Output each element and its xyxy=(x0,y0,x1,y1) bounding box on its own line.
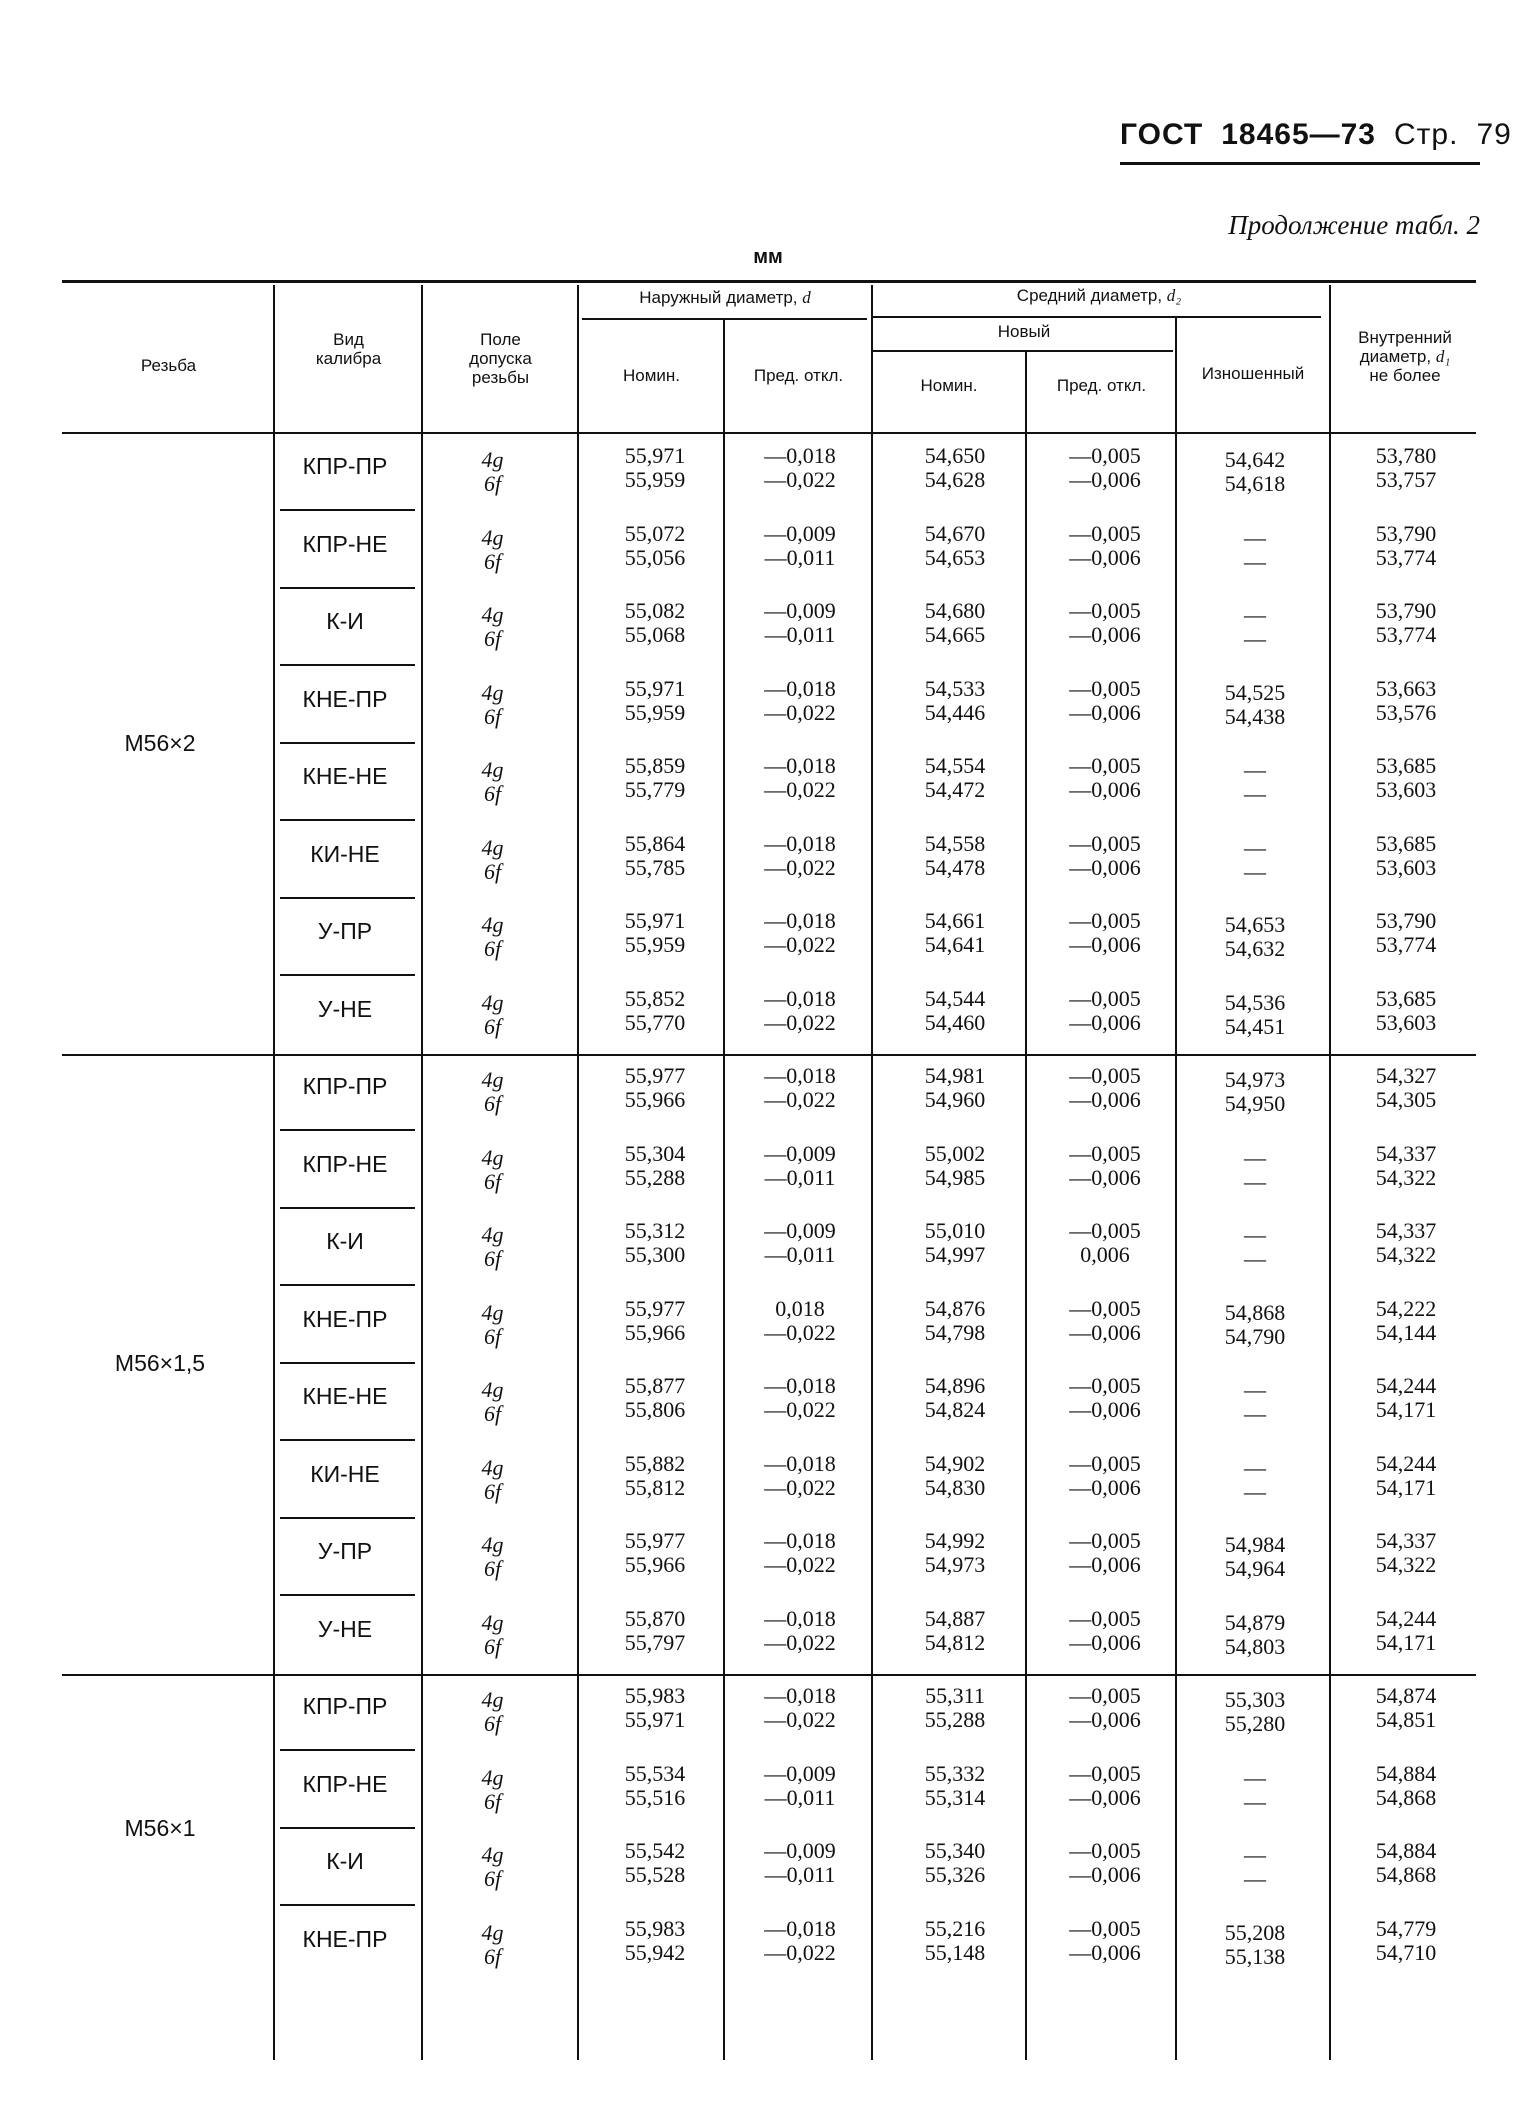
outer-nom-cell: 55,312 55,300 xyxy=(624,1218,686,1267)
outer-dev-cell: —0,018 —0,022 xyxy=(764,1915,836,1965)
inner-cell: 54,244 54,171 xyxy=(1375,1605,1437,1655)
inner-cell: 54,222 54,144 xyxy=(1375,1295,1437,1345)
inner-cell: 53,790 53,774 xyxy=(1375,908,1437,957)
tolerance-cell: 4g 6f xyxy=(481,1222,504,1271)
worn-cell: 54,653 54,632 xyxy=(1224,912,1286,961)
inner-cell: 53,790 53,774 xyxy=(1375,520,1437,570)
worn-cell: 54,973 54,950 xyxy=(1224,1067,1286,1116)
inner-cell: 53,790 53,774 xyxy=(1375,598,1437,647)
tolerance-cell: 4g 6f xyxy=(481,834,504,884)
pitch-nom-cell: 54,661 54,641 xyxy=(924,908,986,957)
gauge-type-cell: КНЕ-ПР xyxy=(302,1925,388,1952)
table-row xyxy=(0,434,1514,511)
tolerance-cell: 4g 6f xyxy=(481,1144,504,1194)
inner-cell: 53,780 53,757 xyxy=(1375,443,1437,492)
gauge-type-cell: КНЕ-НЕ xyxy=(302,763,388,789)
table-row xyxy=(0,822,1514,899)
pitch-dev-cell: —0,005 —0,006 xyxy=(1069,1063,1141,1112)
worn-cell: 54,868 54,790 xyxy=(1224,1299,1286,1349)
outer-dev-cell: —0,009 —0,011 xyxy=(764,598,836,647)
outer-nom-cell: 55,882 55,812 xyxy=(624,1450,686,1500)
worn-cell: — — xyxy=(1244,602,1266,651)
page-number: 79 xyxy=(1476,118,1512,151)
inner-cell: 54,244 54,171 xyxy=(1375,1450,1437,1500)
worn-cell: — — xyxy=(1244,1842,1266,1891)
pitch-dev-cell: —0,005 —0,006 xyxy=(1069,1838,1141,1887)
pitch-dev-cell: —0,005 —0,006 xyxy=(1069,1373,1141,1422)
tolerance-cell: 4g 6f xyxy=(481,1377,504,1426)
pitch-nom-cell: 54,902 54,830 xyxy=(924,1450,986,1500)
outer-nom-cell: 55,304 55,288 xyxy=(624,1140,686,1190)
tolerance-cell: 4g 6f xyxy=(481,447,504,496)
tolerance-cell: 4g 6f xyxy=(481,757,504,806)
outer-nom-cell: 55,534 55,516 xyxy=(624,1760,686,1810)
inner-cell: 53,663 53,576 xyxy=(1375,675,1437,725)
inner-cell: 53,685 53,603 xyxy=(1375,985,1437,1035)
outer-nom-cell: 55,971 55,959 xyxy=(624,443,686,492)
col-pitch-group: Средний диаметр, d₂ xyxy=(1016,286,1182,305)
table-row xyxy=(0,1519,1514,1596)
tolerance-cell: 4g 6f xyxy=(481,1067,504,1116)
table-row xyxy=(0,1907,1514,1984)
outer-nom-cell: 55,983 55,942 xyxy=(624,1915,686,1965)
table-row xyxy=(0,899,1514,976)
page-label: Стр. xyxy=(1394,118,1459,151)
worn-cell: — — xyxy=(1244,1454,1266,1504)
pitch-nom-cell: 54,558 54,478 xyxy=(924,830,986,880)
inner-cell: 53,685 53,603 xyxy=(1375,830,1437,880)
pitch-group-rule xyxy=(873,316,1321,318)
gauge-type-cell: КИ-НЕ xyxy=(310,1460,380,1487)
gauge-type-cell: КПР-НЕ xyxy=(302,1770,388,1797)
outer-dev-cell: —0,009 —0,011 xyxy=(764,1838,836,1887)
pitch-dev-cell: —0,005 —0,006 xyxy=(1069,830,1141,880)
outer-dev-cell: —0,018 —0,022 xyxy=(764,1683,836,1732)
standard-label: ГОСТ xyxy=(1120,118,1204,151)
thread-size-label: М56×1,5 xyxy=(114,1350,206,1376)
pitch-nom-cell: 54,680 54,665 xyxy=(924,598,986,647)
outer-dev-cell: —0,009 —0,011 xyxy=(764,1140,836,1190)
outer-dev-cell: —0,009 —0,011 xyxy=(764,1760,836,1810)
inner-cell: 54,337 54,322 xyxy=(1375,1140,1437,1190)
gauge-type-cell: КНЕ-ПР xyxy=(302,685,388,712)
table-row xyxy=(0,1054,1514,1131)
pitch-nom-cell: 54,992 54,973 xyxy=(924,1528,986,1577)
col-thread: Резьба xyxy=(140,356,197,375)
pitch-nom-cell: 54,876 54,798 xyxy=(924,1295,986,1345)
worn-cell: 54,879 54,803 xyxy=(1224,1609,1286,1659)
pitch-nom-cell: 54,896 54,824 xyxy=(924,1373,986,1422)
tolerance-cell: 4g 6f xyxy=(481,1764,504,1814)
outer-dev-cell: —0,018 —0,022 xyxy=(764,675,836,725)
gauge-type-cell: КПР-НЕ xyxy=(302,530,388,557)
outer-dev-cell: —0,018 —0,022 xyxy=(764,1063,836,1112)
col-new-nom: Номин. xyxy=(920,376,978,395)
worn-cell: 54,642 54,618 xyxy=(1224,447,1286,496)
worn-cell: 55,208 55,138 xyxy=(1224,1919,1286,1969)
gauge-type-cell: КНЕ-ПР xyxy=(302,1305,388,1332)
pitch-dev-cell: —0,005 —0,006 xyxy=(1069,520,1141,570)
pitch-nom-cell: 55,010 54,997 xyxy=(924,1218,986,1267)
worn-cell: 55,303 55,280 xyxy=(1224,1687,1286,1736)
worn-cell: — — xyxy=(1244,757,1266,806)
outer-dev-cell: —0,018 —0,022 xyxy=(764,830,836,880)
table-row xyxy=(0,1597,1514,1674)
pitch-nom-cell: 54,533 54,446 xyxy=(924,675,986,725)
tolerance-cell: 4g 6f xyxy=(481,602,504,651)
pitch-dev-cell: —0,005 —0,006 xyxy=(1069,675,1141,725)
col-outer-nom: Номин. xyxy=(622,366,681,385)
table-row xyxy=(0,1674,1514,1751)
outer-dev-cell: —0,018 —0,022 xyxy=(764,443,836,492)
outer-nom-cell: 55,852 55,770 xyxy=(624,985,686,1035)
outer-nom-cell: 55,542 55,528 xyxy=(624,1838,686,1887)
col-inner: Внутренний диаметр, d₁ не более xyxy=(1358,328,1452,385)
outer-dev-cell: —0,018 —0,022 xyxy=(764,1528,836,1577)
col-new-group: Новый xyxy=(997,322,1051,341)
outer-dev-cell: —0,018 —0,022 xyxy=(764,985,836,1035)
pitch-dev-cell: —0,005 —0,006 xyxy=(1069,598,1141,647)
pitch-dev-cell: —0,005 —0,006 xyxy=(1069,1450,1141,1500)
pitch-dev-cell: —0,005 —0,006 xyxy=(1069,1295,1141,1345)
col-outer-dev: Пред. откл. xyxy=(753,366,844,385)
unit-label: мм xyxy=(753,246,783,268)
pitch-dev-cell: —0,005 0,006 xyxy=(1069,1218,1141,1267)
col-tolerance: Поле допуска резьбы xyxy=(469,330,532,387)
thread-size-label: М56×1 xyxy=(124,1815,196,1841)
gauge-type-cell: У-ПР xyxy=(317,918,373,944)
outer-dev-cell: —0,018 —0,022 xyxy=(764,1605,836,1655)
pitch-nom-cell: 55,332 55,314 xyxy=(924,1760,986,1810)
outer-nom-cell: 55,859 55,779 xyxy=(624,753,686,802)
gauge-type-cell: У-НЕ xyxy=(317,995,373,1022)
pitch-dev-cell: —0,005 —0,006 xyxy=(1069,1683,1141,1732)
gauge-type-cell: КИ-НЕ xyxy=(310,840,380,867)
gauge-type-cell: К-И xyxy=(326,608,364,634)
worn-cell: — — xyxy=(1244,834,1266,884)
col-gauge: Вид калибра xyxy=(315,330,382,368)
inner-cell: 54,884 54,868 xyxy=(1375,1838,1437,1887)
outer-nom-cell: 55,983 55,971 xyxy=(624,1683,686,1732)
outer-nom-cell: 55,977 55,966 xyxy=(624,1295,686,1345)
table-row xyxy=(0,1442,1514,1519)
pitch-nom-cell: 54,981 54,960 xyxy=(924,1063,986,1112)
pitch-nom-cell: 54,554 54,472 xyxy=(924,753,986,802)
worn-cell: — — xyxy=(1244,524,1266,574)
worn-cell: — — xyxy=(1244,1764,1266,1814)
gauge-type-cell: КПР-ПР xyxy=(302,1693,388,1719)
pitch-dev-cell: —0,005 —0,006 xyxy=(1069,443,1141,492)
inner-cell: 54,337 54,322 xyxy=(1375,1528,1437,1577)
table-row xyxy=(0,589,1514,666)
tolerance-cell: 4g 6f xyxy=(481,1454,504,1504)
outer-nom-cell: 55,971 55,959 xyxy=(624,908,686,957)
table-row xyxy=(0,512,1514,589)
inner-cell: 54,327 54,305 xyxy=(1375,1063,1437,1112)
pitch-dev-cell: —0,005 —0,006 xyxy=(1069,985,1141,1035)
outer-dev-cell: —0,009 —0,011 xyxy=(764,1218,836,1267)
inner-cell: 54,244 54,171 xyxy=(1375,1373,1437,1422)
tolerance-cell: 4g 6f xyxy=(481,989,504,1039)
outer-nom-cell: 55,977 55,966 xyxy=(624,1528,686,1577)
pitch-nom-cell: 54,670 54,653 xyxy=(924,520,986,570)
outer-nom-cell: 55,877 55,806 xyxy=(624,1373,686,1422)
page-header xyxy=(1120,118,1512,165)
pitch-dev-cell: —0,005 —0,006 xyxy=(1069,1915,1141,1965)
worn-cell: — — xyxy=(1244,1222,1266,1271)
tolerance-cell: 4g 6f xyxy=(481,1919,504,1969)
tolerance-cell: 4g 6f xyxy=(481,1609,504,1659)
worn-cell: — — xyxy=(1244,1377,1266,1426)
pitch-nom-cell: 54,887 54,812 xyxy=(924,1605,986,1655)
outer-nom-cell: 55,864 55,785 xyxy=(624,830,686,880)
inner-cell: 54,779 54,710 xyxy=(1375,1915,1437,1965)
outer-nom-cell: 55,977 55,966 xyxy=(624,1063,686,1112)
outer-dev-cell: —0,018 —0,022 xyxy=(764,753,836,802)
gauge-type-cell: КПР-ПР xyxy=(302,1073,388,1099)
pitch-dev-cell: —0,005 —0,006 xyxy=(1069,753,1141,802)
table-row xyxy=(0,1209,1514,1286)
gauge-type-cell: КНЕ-НЕ xyxy=(302,1383,388,1409)
tolerance-cell: 4g 6f xyxy=(481,1687,504,1736)
outer-nom-cell: 55,971 55,959 xyxy=(624,675,686,725)
outer-dev-cell: —0,018 —0,022 xyxy=(764,1450,836,1500)
tolerance-cell: 4g 6f xyxy=(481,679,504,729)
col-outer-group: Наружный диаметр, d xyxy=(639,288,811,307)
thread-size-label: М56×2 xyxy=(124,730,196,756)
gauge-type-cell: КПР-ПР xyxy=(302,453,388,479)
outer-dev-cell: 0,018 —0,022 xyxy=(764,1295,836,1345)
gauge-type-cell: У-НЕ xyxy=(317,1615,373,1642)
tolerance-cell: 4g 6f xyxy=(481,912,504,961)
tolerance-cell: 4g 6f xyxy=(481,1842,504,1891)
table-row xyxy=(0,977,1514,1054)
outer-dev-cell: —0,018 —0,022 xyxy=(764,908,836,957)
tolerance-cell: 4g 6f xyxy=(481,1532,504,1581)
worn-cell: 54,536 54,451 xyxy=(1224,989,1286,1039)
pitch-nom-cell: 55,340 55,326 xyxy=(924,1838,986,1887)
col-worn: Изношенный xyxy=(1201,364,1305,383)
inner-cell: 53,685 53,603 xyxy=(1375,753,1437,802)
pitch-nom-cell: 55,311 55,288 xyxy=(924,1683,986,1732)
pitch-nom-cell: 54,544 54,460 xyxy=(924,985,986,1035)
pitch-nom-cell: 55,002 54,985 xyxy=(924,1140,986,1190)
worn-cell: — — xyxy=(1244,1144,1266,1194)
pitch-dev-cell: —0,005 —0,006 xyxy=(1069,1605,1141,1655)
pitch-dev-cell: —0,005 —0,006 xyxy=(1069,908,1141,957)
pitch-nom-cell: 54,650 54,628 xyxy=(924,443,986,492)
gauge-type-cell: У-ПР xyxy=(317,1538,373,1564)
tolerance-cell: 4g 6f xyxy=(481,1299,504,1349)
standard-number: 18465—73 xyxy=(1221,118,1376,151)
worn-cell: 54,984 54,964 xyxy=(1224,1532,1286,1581)
pitch-dev-cell: —0,005 —0,006 xyxy=(1069,1140,1141,1190)
pitch-dev-cell: —0,005 —0,006 xyxy=(1069,1528,1141,1577)
table-top-rule xyxy=(62,280,1476,283)
gauge-type-cell: КПР-НЕ xyxy=(302,1150,388,1177)
gauge-type-cell: К-И xyxy=(326,1228,364,1254)
gauge-type-cell: К-И xyxy=(326,1848,364,1874)
pitch-nom-cell: 55,216 55,148 xyxy=(924,1915,986,1965)
pitch-dev-cell: —0,005 —0,006 xyxy=(1069,1760,1141,1810)
outer-nom-cell: 55,870 55,797 xyxy=(624,1605,686,1655)
outer-nom-cell: 55,082 55,068 xyxy=(624,598,686,647)
table-row xyxy=(0,1132,1514,1209)
inner-cell: 54,884 54,868 xyxy=(1375,1760,1437,1810)
col-new-dev: Пред. откл. xyxy=(1056,376,1147,395)
inner-cell: 54,874 54,851 xyxy=(1375,1683,1437,1732)
tolerance-cell: 4g 6f xyxy=(481,524,504,574)
outer-dev-cell: —0,018 —0,022 xyxy=(764,1373,836,1422)
worn-cell: 54,525 54,438 xyxy=(1224,679,1286,729)
inner-cell: 54,337 54,322 xyxy=(1375,1218,1437,1267)
outer-dev-cell: —0,009 —0,011 xyxy=(764,520,836,570)
table-continuation: Продолжение табл. 2 xyxy=(1228,210,1480,240)
new-group-rule xyxy=(873,350,1173,352)
outer-nom-cell: 55,072 55,056 xyxy=(624,520,686,570)
